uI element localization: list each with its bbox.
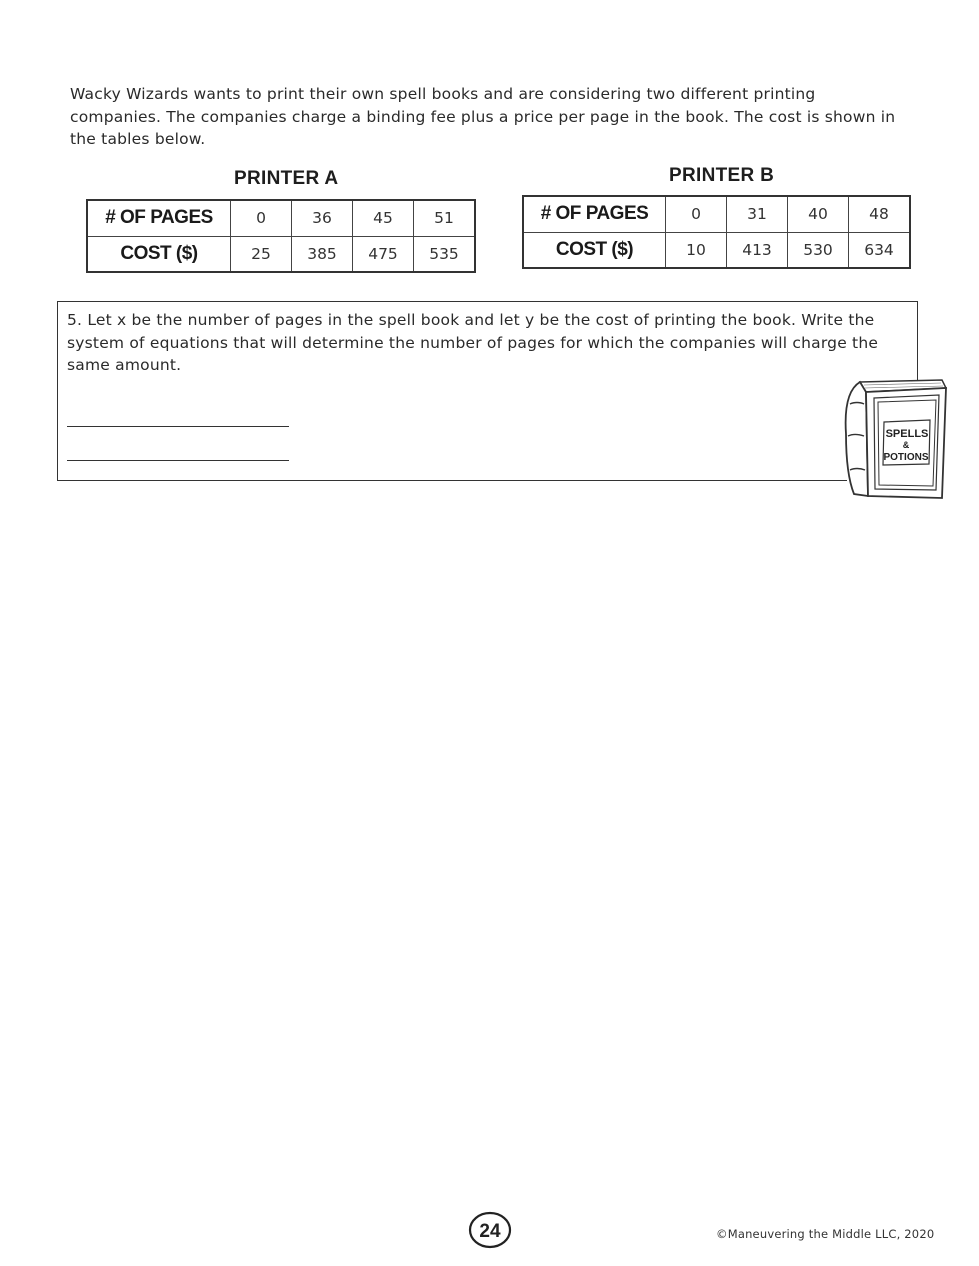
table-row <box>523 196 910 232</box>
book-title-line-1: SPELLS <box>885 428 929 440</box>
answer-line-1[interactable] <box>67 426 289 427</box>
printer-a-table <box>86 199 476 273</box>
intro-paragraph: Wacky Wizards wants to print their own spell books and are considering two different printing companies. The companies charge a binding fee plus a price per page in the book. The cost is shown in the tables below. <box>70 85 896 148</box>
pages-header-cell: # OF PAGES <box>87 200 231 236</box>
copyright-text: ©Maneuvering the Middle LLC, 2020 <box>716 1227 935 1241</box>
printer-a-title: PRINTER A <box>234 168 339 189</box>
page-number: 24 <box>479 1221 501 1242</box>
table-cell: 31 <box>727 196 788 232</box>
table-cell: 475 <box>353 236 414 272</box>
spell-book-icon <box>838 374 950 502</box>
table-cell: 530 <box>788 232 849 268</box>
table-cell: 413 <box>727 232 788 268</box>
table-cell: 40 <box>788 196 849 232</box>
pages-header-cell: # OF PAGES <box>523 196 666 232</box>
question-box-bottom-border <box>57 480 847 481</box>
table-cell: 36 <box>292 200 353 236</box>
table-row <box>87 200 475 236</box>
table-row <box>87 236 475 272</box>
table-cell: 385 <box>292 236 353 272</box>
table-cell: 0 <box>231 200 292 236</box>
question-text: 5. Let x be the number of pages in the spell book and let y be the cost of printing the book. Write the system of equations that will determine the number of pages for which the companies will charge the same amount. <box>67 311 879 374</box>
table-cell: 10 <box>666 232 727 268</box>
table-cell: 0 <box>666 196 727 232</box>
table-cell: 634 <box>849 232 911 268</box>
table-cell: 51 <box>414 200 476 236</box>
printer-b-title: PRINTER B <box>669 165 775 186</box>
table-row <box>523 232 910 268</box>
answer-line-2[interactable] <box>67 460 289 461</box>
table-cell: 25 <box>231 236 292 272</box>
book-title-line-2: & <box>902 440 910 450</box>
printer-b-table <box>522 195 911 269</box>
cost-header-cell: COST ($) <box>523 232 666 268</box>
table-cell: 48 <box>849 196 911 232</box>
page-number-badge <box>467 1210 513 1250</box>
table-cell: 535 <box>414 236 476 272</box>
cost-header-cell: COST ($) <box>87 236 231 272</box>
book-title-line-3: POTIONS <box>883 452 929 463</box>
table-cell: 45 <box>353 200 414 236</box>
